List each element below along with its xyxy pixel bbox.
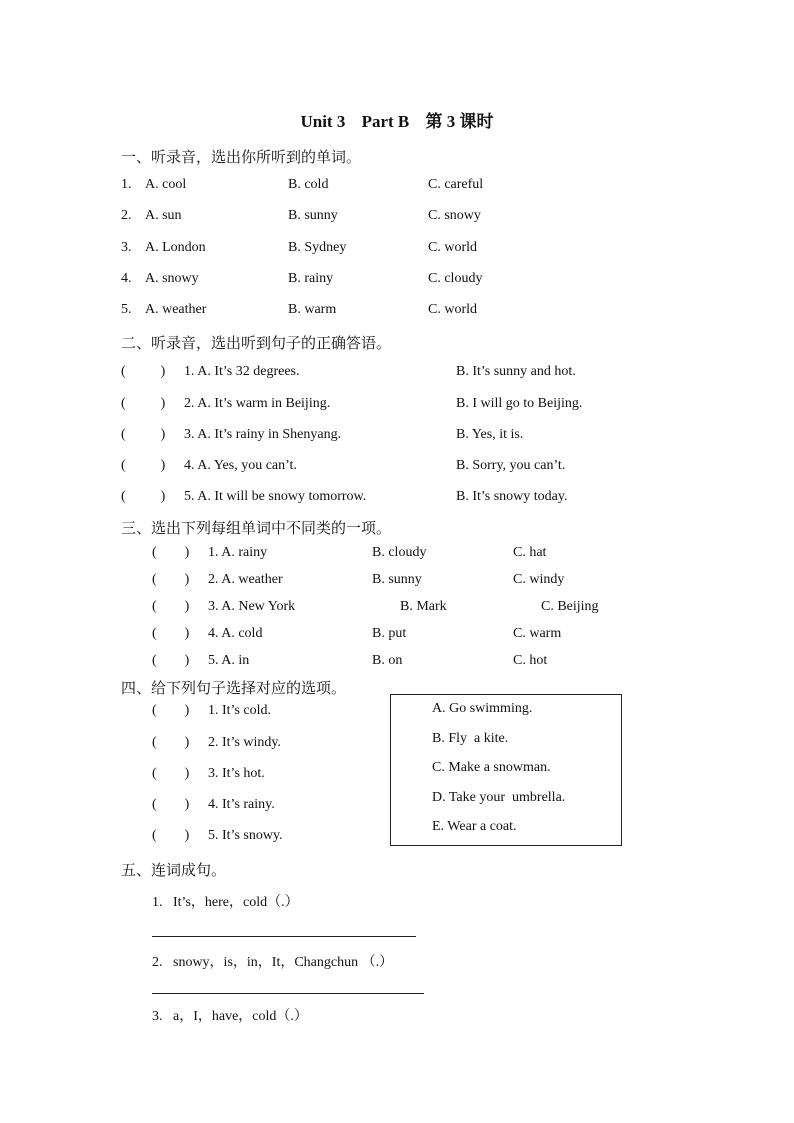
option-a: 5. A. in (208, 653, 250, 668)
option-c: C. Beijing (541, 599, 599, 614)
answer-paren[interactable]: ( ) (152, 599, 190, 614)
option-b: B. I will go to Beijing. (456, 396, 583, 411)
option-item: A. Go swimming. (432, 701, 533, 716)
option-a: 4. A. cold (208, 626, 263, 641)
answer-paren[interactable]: ( ) (152, 653, 190, 668)
option-b: B. rainy (288, 271, 334, 286)
sentence: 2. It’s windy. (208, 735, 281, 750)
answer-paren[interactable]: ( ) (152, 735, 190, 750)
option-c: C. world (428, 302, 477, 317)
scrambled-sentence: 1. It’s，here，cold（.） (152, 895, 299, 910)
section2-heading: 二、听录音，选出听到句子的正确答语。 (121, 336, 392, 352)
option-b: B. put (372, 626, 407, 641)
option-c: C. windy (513, 572, 565, 587)
title-part: Part B (361, 112, 410, 131)
answer-paren[interactable]: ( ) (152, 797, 190, 812)
answer-paren[interactable]: ( ) (152, 766, 190, 781)
section3-heading: 三、选出下列每组单词中不同类的一项。 (121, 521, 392, 537)
option-a: 1. A. It’s 32 degrees. (184, 364, 300, 379)
answer-paren[interactable]: ( ) (121, 427, 166, 442)
option-b: B. Sorry, you can’t. (456, 458, 566, 473)
sentence: 5. It’s snowy. (208, 828, 283, 843)
option-a: 2. A. weather (208, 572, 283, 587)
answer-line[interactable] (152, 936, 416, 937)
answer-paren[interactable]: ( ) (152, 572, 190, 587)
option-a: 4. A. Yes, you can’t. (184, 458, 297, 473)
page-title (0, 107, 794, 132)
option-a: A. weather (145, 302, 207, 317)
option-a: 5. A. It will be snowy tomorrow. (184, 489, 367, 504)
option-a: 3. A. New York (208, 599, 296, 614)
option-a: 3. A. It’s rainy in Shenyang. (184, 427, 342, 442)
option-item: B. Fly a kite. (432, 731, 509, 746)
section1-heading: 一、听录音，选出你所听到的单词。 (121, 150, 362, 166)
title-lesson: 第 3 课时 (425, 112, 494, 131)
option-b: B. cold (288, 177, 329, 192)
option-b: B. Sydney (288, 240, 347, 255)
sentence: 3. It’s hot. (208, 766, 265, 781)
option-b: B. cloudy (372, 545, 427, 560)
option-c: C. snowy (428, 208, 481, 223)
option-c: C. hat (513, 545, 547, 560)
item-number: 5. (121, 302, 132, 317)
option-c: C. world (428, 240, 477, 255)
option-a: A. London (145, 240, 206, 255)
option-item: C. Make a snowman. (432, 760, 551, 775)
scrambled-sentence: 3. a，I，have，cold（.） (152, 1009, 308, 1024)
option-c: C. careful (428, 177, 484, 192)
option-item: E. Wear a coat. (432, 819, 517, 834)
answer-line[interactable] (152, 993, 424, 994)
answer-paren[interactable]: ( ) (152, 828, 190, 843)
item-number: 4. (121, 271, 132, 286)
answer-paren[interactable]: ( ) (121, 489, 166, 504)
option-b: B. It’s snowy today. (456, 489, 568, 504)
answer-paren[interactable]: ( ) (121, 396, 166, 411)
answer-paren[interactable]: ( ) (121, 458, 166, 473)
answer-paren[interactable]: ( ) (152, 545, 190, 560)
option-b: B. Yes, it is. (456, 427, 524, 442)
option-a: 1. A. rainy (208, 545, 268, 560)
sentence: 4. It’s rainy. (208, 797, 275, 812)
item-number: 2. (121, 208, 132, 223)
section5-heading: 五、连词成句。 (121, 863, 227, 879)
option-a: A. sun (145, 208, 182, 223)
answer-paren[interactable]: ( ) (121, 364, 166, 379)
option-b: B. on (372, 653, 403, 668)
option-item: D. Take your umbrella. (432, 790, 566, 805)
option-b: B. sunny (288, 208, 338, 223)
option-a: A. snowy (145, 271, 199, 286)
scrambled-sentence: 2. snowy，is，in，It，Changchun （.） (152, 955, 394, 970)
option-c: C. hot (513, 653, 548, 668)
option-b: B. warm (288, 302, 337, 317)
option-b: B. It’s sunny and hot. (456, 364, 576, 379)
option-a: 2. A. It’s warm in Beijing. (184, 396, 331, 411)
option-c: C. warm (513, 626, 562, 641)
section4-heading: 四、给下列句子选择对应的选项。 (121, 681, 347, 697)
option-b: B. sunny (372, 572, 422, 587)
option-b: B. Mark (400, 599, 447, 614)
option-c: C. cloudy (428, 271, 483, 286)
answer-paren[interactable]: ( ) (152, 626, 190, 641)
item-number: 3. (121, 240, 132, 255)
answer-paren[interactable]: ( ) (152, 703, 190, 718)
sentence: 1. It’s cold. (208, 703, 271, 718)
title-unit: Unit 3 (300, 112, 346, 131)
item-number: 1. (121, 177, 132, 192)
option-a: A. cool (145, 177, 187, 192)
